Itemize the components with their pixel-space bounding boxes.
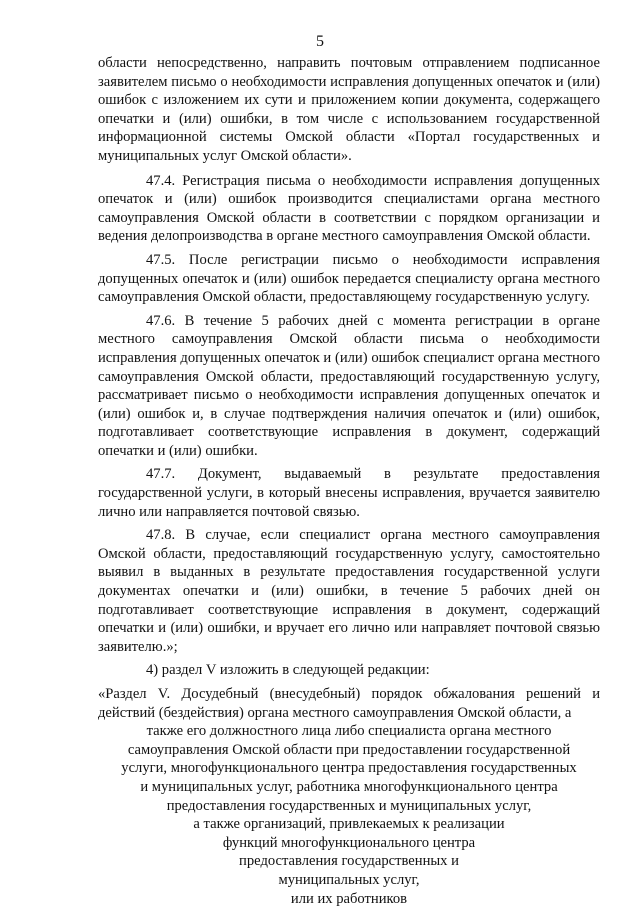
section-title-line: а также организаций, привлекаемых к реализации: [193, 816, 505, 833]
section-title-line: «Раздел V. Досудебный (внесудебный) порядок обжалования решений и действий (бездействия) органа местного самоуправления Омской области, а: [98, 686, 600, 721]
section-title-line: также его должностного лица либо специалиста органа местного: [146, 723, 552, 740]
paragraph-47-4: 47.4. Регистрация письма о необходимости исправления допущенных опечаток и (или) ошибок производится специалистами органа местного самоуправления Омской области в соответствии с порядком организации и ведения делопроизводства в органе местного самоуправления Омской области.: [98, 172, 600, 245]
section-v-title: [98, 685, 600, 908]
section-title-line: услуги, многофункционального центра предоставления государственных: [121, 760, 577, 777]
section-title-line: самоуправления Омской области при предоставлении государственной: [127, 741, 571, 758]
paragraph-47-7: 47.7. Документ, выдаваемый в результате предоставления государственной услуги, в который внесены исправления, вручается заявителю лично или направляется почтовой связью.: [98, 466, 600, 520]
paragraph-continuation: области непосредственно, направить почтовым отправлением подписанное заявителем письмо о необходимости исправления допущенных опечаток и (или) ошибок с изложением их сути и приложением копии документа, содержащего опечатки и (или) ошибки, в том числе с использованием государственной информационной системы Омской области «Портал государственных и муниципальных услуг Омской области».: [98, 55, 600, 164]
paragraph-47-6: 47.6. В течение 5 рабочих дней с момента регистрации в органе местного самоуправления Омской области письма о необходимости исправления допущенных опечаток и (или) ошибок специалист органа местного самоуправления Омской области, предоставляющий государственную услугу, рассматривает письмо о необходимости исправления допущенных опечаток и (или) ошибок и, в случае подтверждения наличия опечаток и (или) ошибок, подготавливает соответствующие исправления в документ, содержащий опечатки и (или) ошибки.: [98, 312, 600, 459]
section-title-line: и муниципальных услуг, работника многофункционального центра: [140, 778, 558, 795]
section-title-line: или их работников: [290, 890, 408, 907]
page-number: 5: [316, 33, 324, 50]
paragraph-section-v-amendment: 4) раздел V изложить в следующей редакции:: [146, 662, 430, 679]
paragraph-47-8: 47.8. В случае, если специалист органа местного самоуправления Омской области, предоставляющий государственную услугу, самостоятельно выявил в выданных в результате предоставления государственной услуги документах опечатки и (или) ошибки, в течение 5 рабочих дней он подготавливает соответствующие исправления в документ, содержащий опечатки и (или) ошибки, и вручает его лично или направляет почтовой связью заявителю.»;: [98, 527, 600, 655]
section-title-line: предоставления государственных и: [239, 853, 459, 870]
document-body: [98, 54, 600, 908]
section-title-line: функций многофункционального центра: [222, 834, 476, 851]
section-title-line: предоставления государственных и муниципальных услуг,: [166, 797, 532, 814]
section-title-line: муниципальных услуг,: [278, 871, 420, 888]
paragraph-47-5: 47.5. После регистрации письмо о необходимости исправления допущенных опечаток и (или) ошибок передается специалисту органа местного самоуправления Омской области, предоставляющему государственную услугу.: [98, 251, 600, 306]
